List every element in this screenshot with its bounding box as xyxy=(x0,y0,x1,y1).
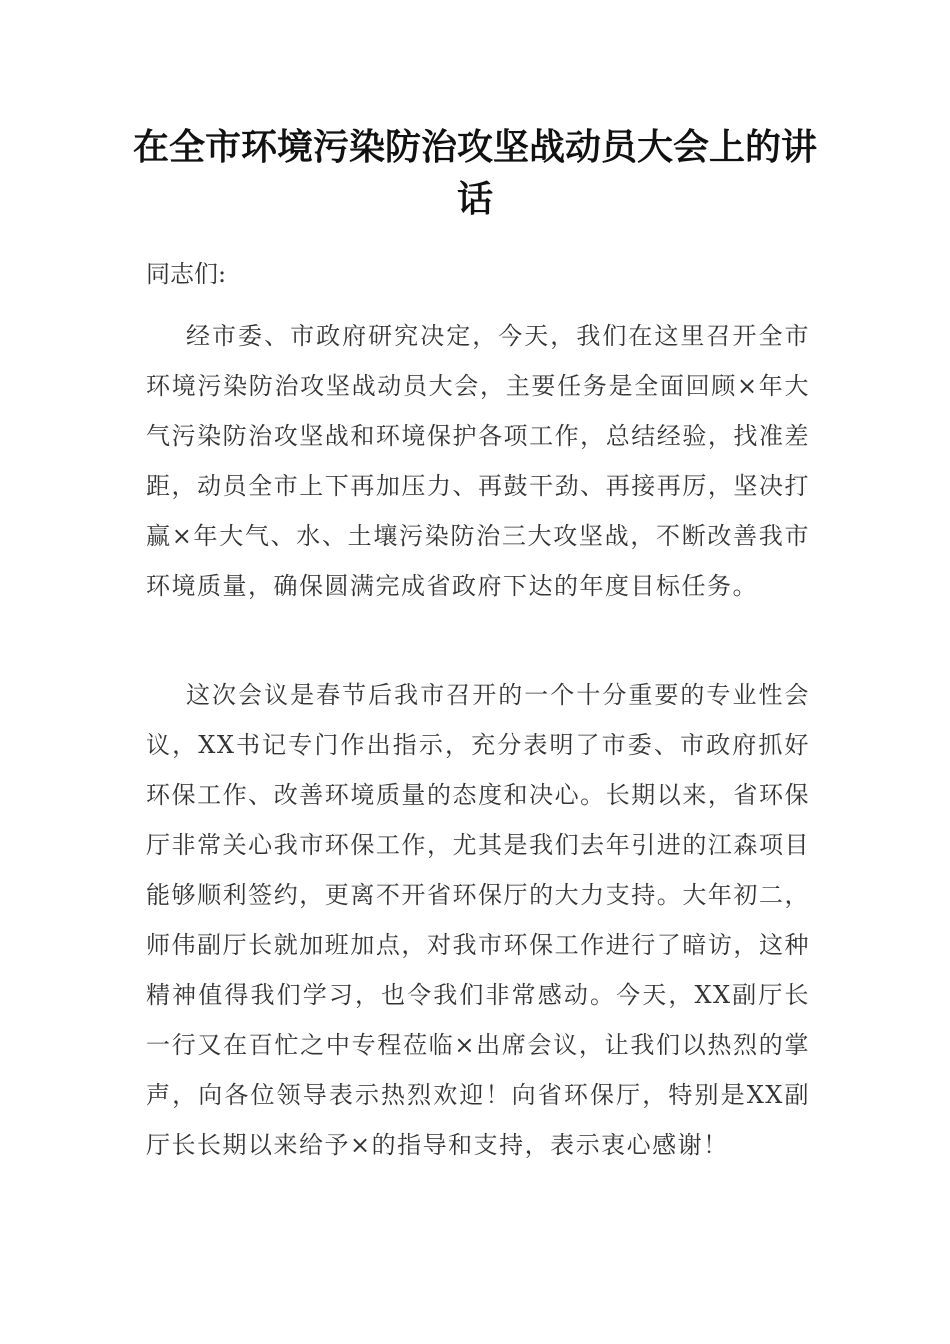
salutation: 同志们: xyxy=(146,260,227,288)
paragraph-2: 这次会议是春节后我市召开的一个十分重要的专业性会议，XX书记专门作出指示，充分表明了市委、市政府抓好环保工作、改善环境质量的态度和决心。长期以来，省环保厅非常关心我市环保工作，尤其是我们去年引进的江森项目能够顺利签约，更离不开省环保厅的大力支持。大年初二，师伟副厅长就加班加点，对我市环保工作进行了暗访，这种精神值得我们学习，也令我们非常感动。今天，XX副厅长一行又在百忙之中专程莅临×出席会议，让我们以热烈的掌声，向各位领导表示热烈欢迎！向省环保厅，特别是XX副厅长长期以来给予×的指导和支持，表示衷心感谢！ xyxy=(146,681,810,1159)
document-title: 在全市环境污染防治攻坚战动员大会上的讲话 xyxy=(132,127,817,220)
paragraph-1: 经市委、市政府研究决定，今天，我们在这里召开全市环境污染防治攻坚战动员大会，主要任务是全面回顾×年大气污染防治攻坚战和环境保护各项工作，总结经验，找准差距，动员全市上下再加压力、再鼓干劲、再接再厉，坚决打赢×年大气、水、土壤污染防治三大攻坚战，不断改善我市环境质量，确保圆满完成省政府下达的年度目标任务。 xyxy=(146,322,810,600)
